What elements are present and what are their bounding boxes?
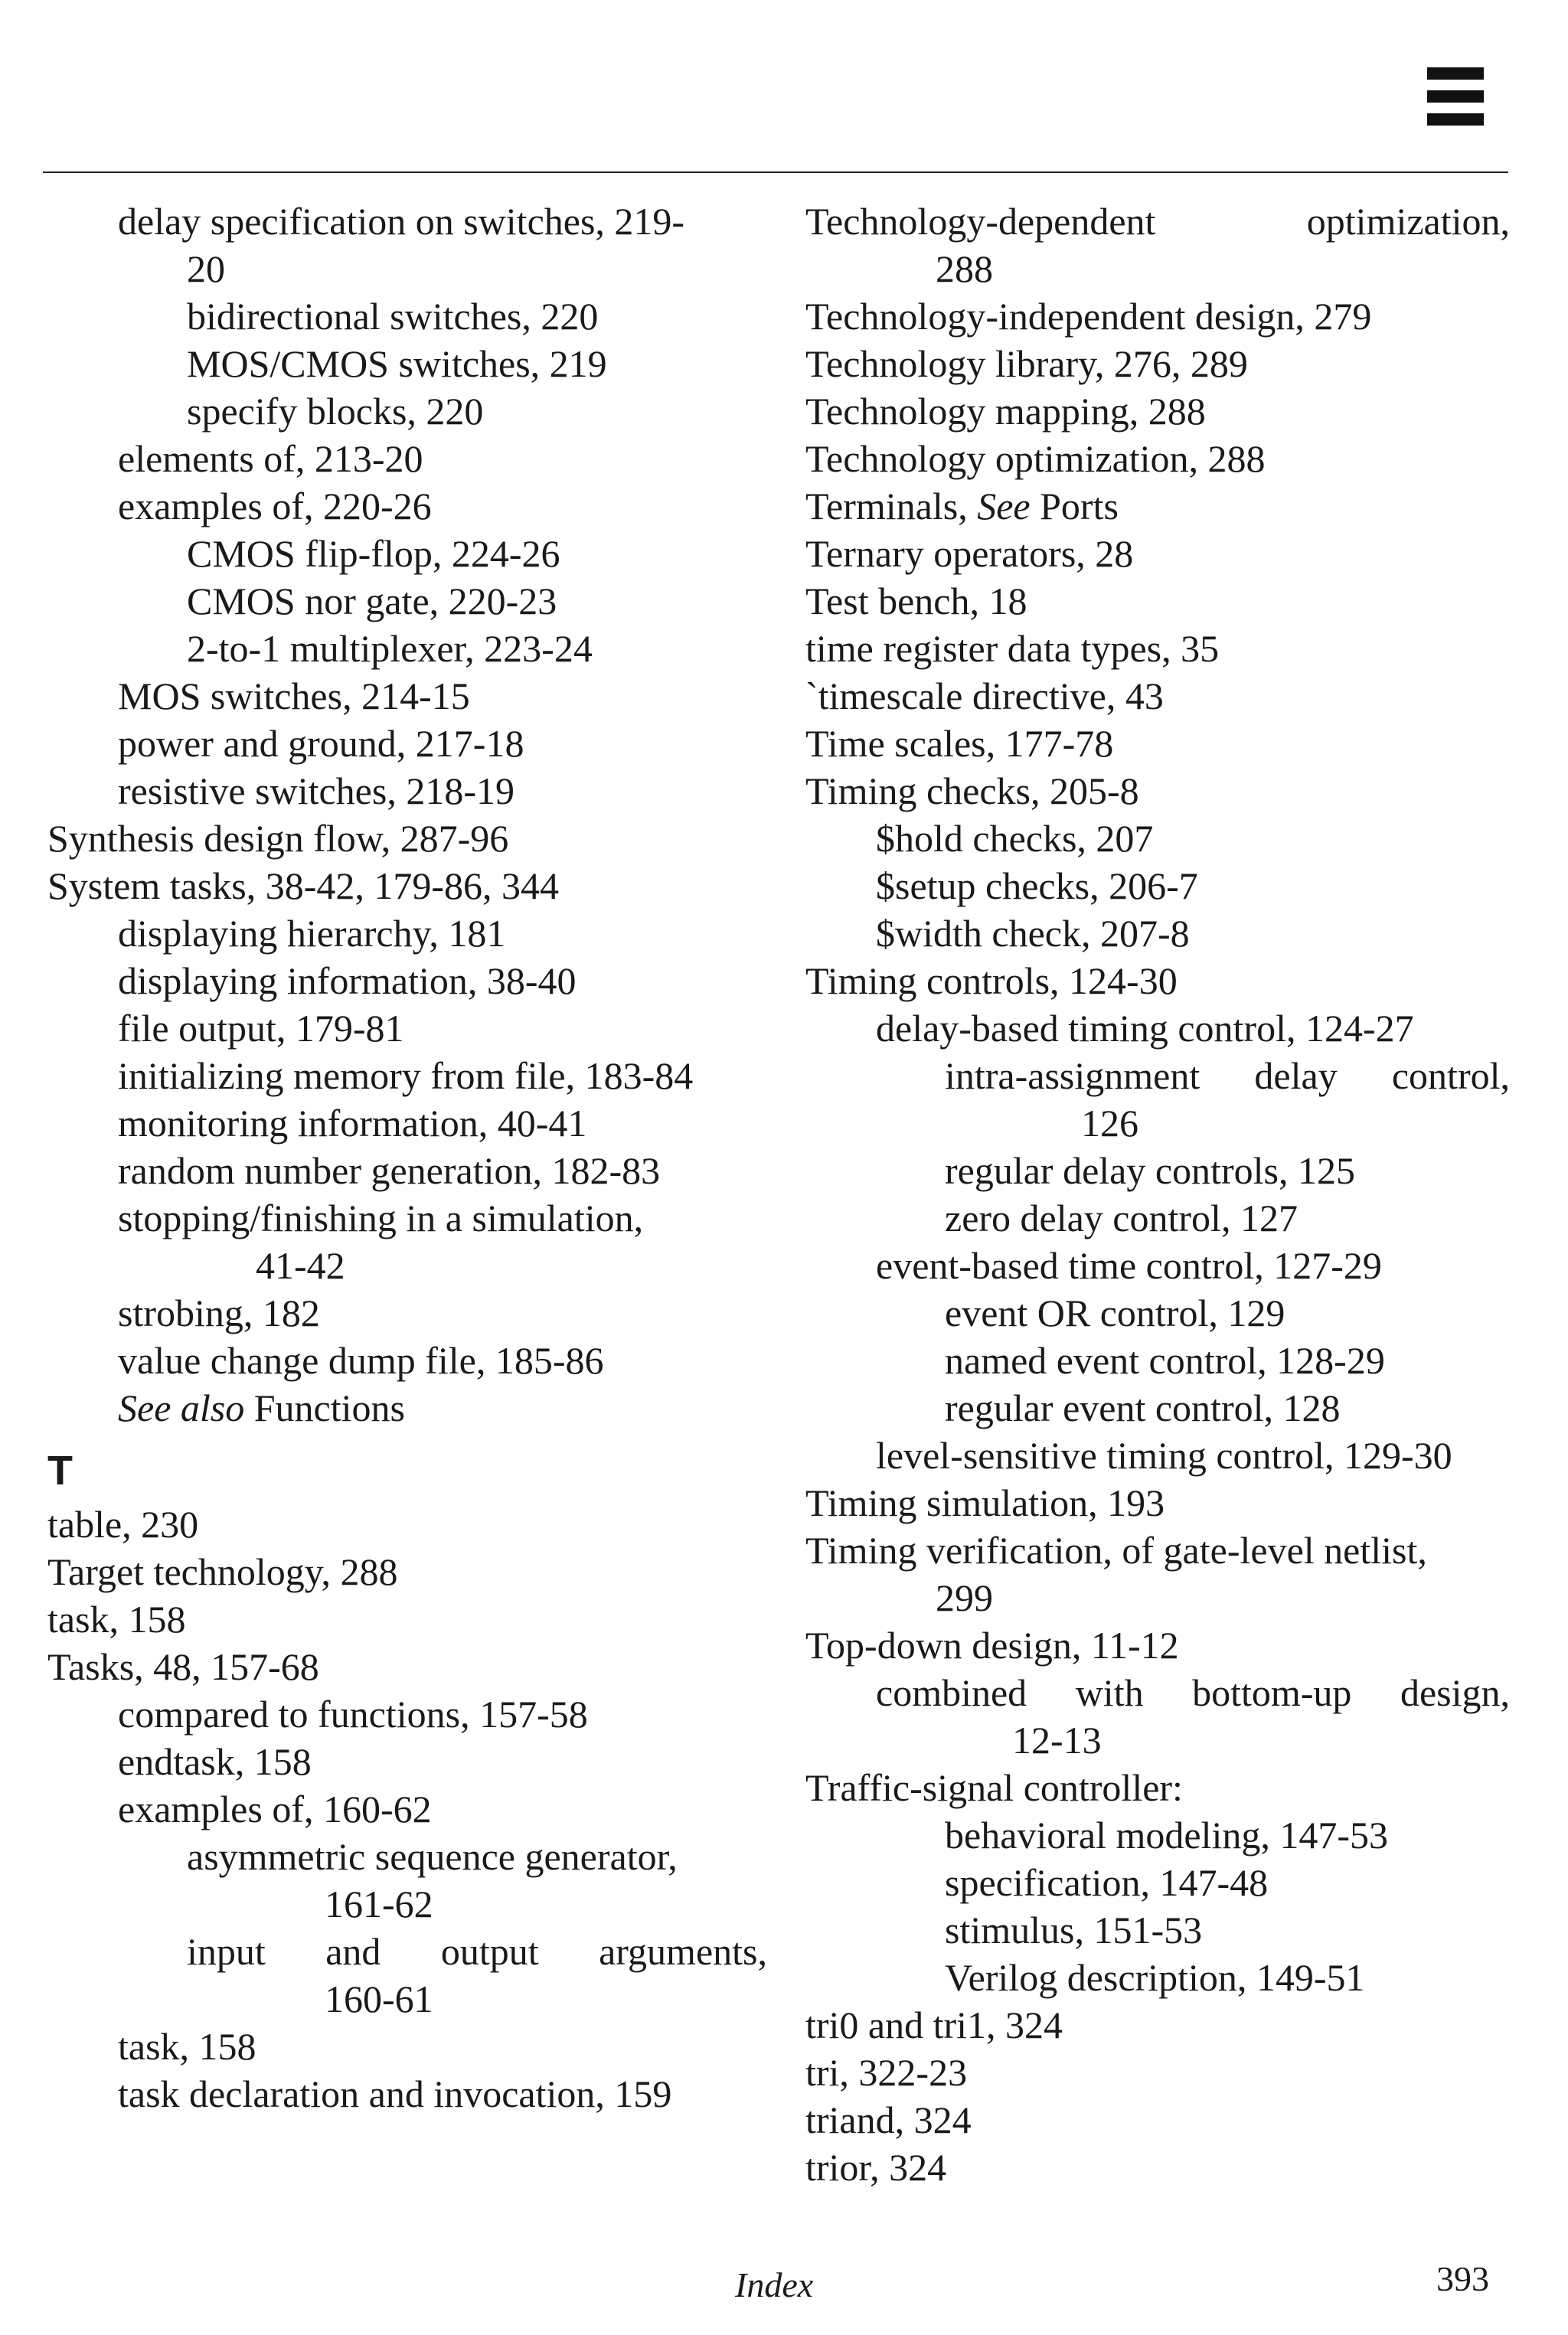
index-entry: CMOS nor gate, 220-23 bbox=[187, 580, 557, 622]
index-entry: event OR control, 129 bbox=[945, 1292, 1285, 1334]
index-entry: $width check, 207-8 bbox=[876, 912, 1190, 955]
index-entry: Verilog description, 149-51 bbox=[945, 1956, 1365, 1999]
index-entry: 126 bbox=[1081, 1102, 1138, 1145]
index-entry: 2-to-1 multiplexer, 223-24 bbox=[187, 627, 593, 670]
index-entry: 41-42 bbox=[256, 1244, 345, 1287]
index-entry: Technology optimization, 288 bbox=[805, 437, 1266, 480]
index-entry-word: with bbox=[1075, 1671, 1144, 1714]
index-entry: regular event control, 128 bbox=[945, 1386, 1341, 1429]
see-also-label: See also bbox=[118, 1386, 245, 1429]
index-entry: $setup checks, 206-7 bbox=[876, 864, 1198, 907]
index-entry: asymmetric sequence generator, bbox=[187, 1835, 678, 1878]
index-entry-term-continued: optimization, bbox=[1306, 200, 1510, 243]
index-entry: zero delay control, 127 bbox=[945, 1197, 1298, 1239]
index-entry: Technology library, 276, 289 bbox=[805, 342, 1248, 385]
index-entry: elements of, 213-20 bbox=[118, 437, 423, 480]
index-entry: task declaration and invocation, 159 bbox=[118, 2072, 672, 2115]
index-entry-word: control, bbox=[1391, 1054, 1510, 1097]
index-entry: MOS/CMOS switches, 219 bbox=[187, 342, 607, 385]
index-entry: compared to functions, 157-58 bbox=[118, 1693, 588, 1736]
see-reference-label: See bbox=[977, 485, 1031, 527]
index-entry: Ternary operators, 28 bbox=[805, 532, 1134, 575]
index-entry: Timing simulation, 193 bbox=[805, 1481, 1165, 1524]
index-entry: random number generation, 182-83 bbox=[118, 1149, 661, 1192]
index-entry: $hold checks, 207 bbox=[876, 817, 1154, 860]
index-entry: specify blocks, 220 bbox=[187, 390, 484, 433]
index-entry: Target technology, 288 bbox=[47, 1550, 398, 1593]
index-entry: 161-62 bbox=[325, 1883, 433, 1925]
index-entry: stopping/finishing in a simulation, bbox=[118, 1197, 644, 1239]
index-entry: bidirectional switches, 220 bbox=[187, 295, 599, 338]
index-entry bbox=[805, 198, 1510, 245]
index-entry: tri, 322-23 bbox=[805, 2051, 968, 2094]
index-entry: Test bench, 18 bbox=[805, 580, 1027, 622]
index-entry bbox=[47, 1384, 767, 1432]
index-entry: Top-down design, 11-12 bbox=[805, 1624, 1179, 1667]
index-entry-word: and bbox=[325, 1930, 381, 1973]
index-entry bbox=[47, 1928, 767, 1975]
index-entry: Traffic-signal controller: bbox=[805, 1766, 1183, 1809]
index-entry: 20 bbox=[187, 247, 225, 290]
header-rule bbox=[43, 171, 1508, 173]
index-entry bbox=[805, 1669, 1510, 1716]
index-entry: `timescale directive, 43 bbox=[805, 674, 1164, 717]
index-entry: stimulus, 151-53 bbox=[945, 1909, 1203, 1951]
index-entry: examples of, 220-26 bbox=[118, 485, 432, 527]
thumb-bar bbox=[1427, 67, 1484, 80]
see-also-target: Functions bbox=[253, 1386, 405, 1429]
index-entry: value change dump file, 185-86 bbox=[118, 1339, 604, 1382]
index-entry: task, 158 bbox=[118, 2025, 256, 2068]
index-entry-word: arguments, bbox=[599, 1930, 767, 1973]
index-entry: Timing verification, of gate-level netlist, bbox=[805, 1529, 1427, 1572]
footer-label: Index bbox=[735, 2265, 814, 2304]
index-entry: resistive switches, 218-19 bbox=[118, 769, 514, 812]
index-entry: 160-61 bbox=[325, 1977, 433, 2020]
thumb-bar bbox=[1427, 113, 1484, 126]
index-entry: named event control, 128-29 bbox=[945, 1339, 1385, 1382]
index-entry: displaying hierarchy, 181 bbox=[118, 912, 506, 955]
page-number: 393 bbox=[1436, 2259, 1489, 2298]
index-entry: power and ground, 217-18 bbox=[118, 722, 524, 765]
index-entry-word: combined bbox=[876, 1671, 1027, 1714]
index-entry-word: design, bbox=[1400, 1671, 1510, 1714]
index-entry-word: bottom-up bbox=[1192, 1671, 1352, 1714]
index-entry: Timing checks, 205-8 bbox=[805, 769, 1139, 812]
index-entry: Timing controls, 124-30 bbox=[805, 959, 1178, 1002]
index-entry: displaying information, 38-40 bbox=[118, 959, 577, 1002]
index-entry: Synthesis design flow, 287-96 bbox=[47, 817, 509, 860]
index-entry-term: Technology-dependent bbox=[805, 200, 1156, 243]
index-entry: monitoring information, 40-41 bbox=[118, 1102, 587, 1145]
index-entry: MOS switches, 214-15 bbox=[118, 674, 470, 717]
index-entry-word: delay bbox=[1254, 1054, 1338, 1097]
index-entry: specification, 147-48 bbox=[945, 1861, 1269, 1904]
index-entry: table, 230 bbox=[47, 1503, 199, 1546]
index-entry: trior, 324 bbox=[805, 2146, 947, 2189]
index-entry: CMOS flip-flop, 224-26 bbox=[187, 532, 560, 575]
index-entry-word: input bbox=[187, 1930, 266, 1973]
index-entry: file output, 179-81 bbox=[118, 1007, 404, 1050]
index-section-letter: T bbox=[47, 1448, 73, 1494]
see-reference-target: Ports bbox=[1040, 485, 1119, 527]
index-entry-term: Terminals, bbox=[805, 485, 968, 527]
index-entry: triand, 324 bbox=[805, 2098, 972, 2141]
index-entry-word: intra-assignment bbox=[945, 1054, 1200, 1097]
index-entry: tri0 and tri1, 324 bbox=[805, 2004, 1063, 2046]
index-entry: Tasks, 48, 157-68 bbox=[47, 1645, 319, 1688]
index-entry: 12-13 bbox=[1012, 1719, 1102, 1762]
index-entry-word: output bbox=[440, 1930, 539, 1973]
index-entry: level-sensitive timing control, 129-30 bbox=[876, 1434, 1452, 1477]
index-entry: behavioral modeling, 147-53 bbox=[945, 1814, 1389, 1857]
index-entry: System tasks, 38-42, 179-86, 344 bbox=[47, 864, 560, 907]
index-entry: endtask, 158 bbox=[118, 1740, 312, 1783]
index-column-right bbox=[805, 198, 1510, 2191]
index-entry bbox=[805, 482, 1510, 530]
index-entry: time register data types, 35 bbox=[805, 627, 1220, 670]
index-entry bbox=[805, 1052, 1510, 1099]
index-entry: task, 158 bbox=[47, 1598, 186, 1641]
index-entry: Technology-independent design, 279 bbox=[805, 295, 1372, 338]
index-entry: delay-based timing control, 124-27 bbox=[876, 1007, 1414, 1050]
section-thumb-marker bbox=[1427, 67, 1484, 126]
index-entry: event-based time control, 127-29 bbox=[876, 1244, 1382, 1287]
index-entry: delay specification on switches, 219- bbox=[118, 200, 685, 243]
index-entry: Technology mapping, 288 bbox=[805, 390, 1206, 433]
index-entry: 288 bbox=[936, 247, 993, 290]
index-entry: initializing memory from file, 183-84 bbox=[118, 1054, 694, 1097]
thumb-bar bbox=[1427, 90, 1484, 103]
index-entry: 299 bbox=[936, 1576, 993, 1619]
index-entry: Time scales, 177-78 bbox=[805, 722, 1114, 765]
index-entry: strobing, 182 bbox=[118, 1292, 320, 1334]
index-entry: examples of, 160-62 bbox=[118, 1788, 432, 1830]
index-column-left bbox=[47, 198, 767, 2118]
index-entry: regular delay controls, 125 bbox=[945, 1149, 1355, 1192]
